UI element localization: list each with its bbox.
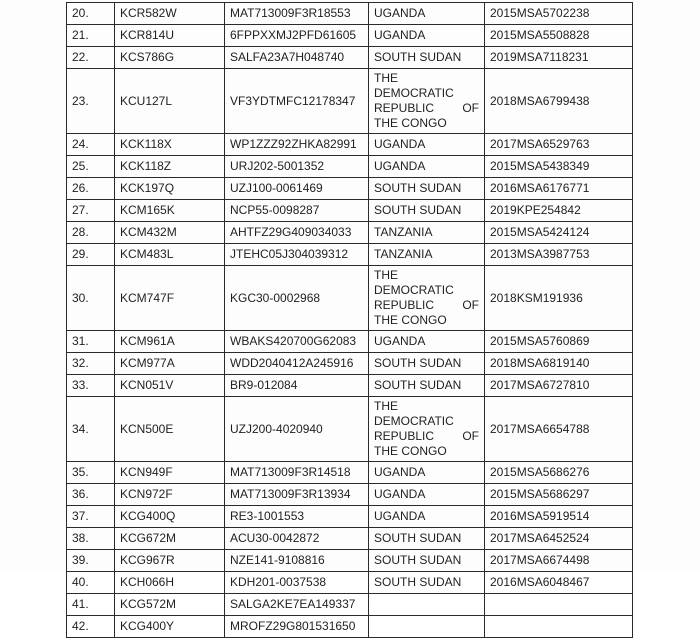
row-number-cell: 24. bbox=[67, 134, 115, 156]
chassis-number-cell: KDH201-0037538 bbox=[225, 572, 369, 594]
destination-country-cell: THE DEMOCRATIC REPUBLIC OF THE CONGO bbox=[369, 69, 485, 134]
chassis-number-cell: AHTFZ29G409034033 bbox=[225, 222, 369, 244]
table-row bbox=[67, 462, 633, 484]
destination-country-cell: UGANDA bbox=[369, 3, 485, 25]
certificate-number-cell: 2015MSA5424124 bbox=[485, 222, 633, 244]
table-row bbox=[67, 616, 633, 638]
destination-country-cell: UGANDA bbox=[369, 331, 485, 353]
chassis-number-cell: 6FPPXXMJ2PFD61605 bbox=[225, 25, 369, 47]
certificate-number-cell bbox=[485, 594, 633, 616]
certificate-number-cell: 2017MSA6674498 bbox=[485, 550, 633, 572]
registration-number-cell: KCR582W bbox=[115, 3, 225, 25]
chassis-number-cell: WBAKS420700G62083 bbox=[225, 331, 369, 353]
table-row bbox=[67, 134, 633, 156]
certificate-number-cell: 2015MSA5760869 bbox=[485, 331, 633, 353]
destination-country-cell: SOUTH SUDAN bbox=[369, 375, 485, 397]
certificate-number-cell: 2015MSA5702238 bbox=[485, 3, 633, 25]
registration-number-cell: KCN051V bbox=[115, 375, 225, 397]
table-row bbox=[67, 266, 633, 331]
table-row bbox=[67, 331, 633, 353]
registration-number-cell: KCU127L bbox=[115, 69, 225, 134]
destination-country-cell: TANZANIA bbox=[369, 244, 485, 266]
table-row bbox=[67, 244, 633, 266]
chassis-number-cell: UZJ200-4020940 bbox=[225, 397, 369, 462]
destination-country-cell bbox=[369, 594, 485, 616]
table-row bbox=[67, 200, 633, 222]
registration-number-cell: KCR814U bbox=[115, 25, 225, 47]
certificate-number-cell: 2019KPE254842 bbox=[485, 200, 633, 222]
registration-number-cell: KCN500E bbox=[115, 397, 225, 462]
registration-number-cell: KCG400Y bbox=[115, 616, 225, 638]
row-number-cell: 41. bbox=[67, 594, 115, 616]
certificate-number-cell bbox=[485, 616, 633, 638]
row-number-cell: 27. bbox=[67, 200, 115, 222]
row-number-cell: 32. bbox=[67, 353, 115, 375]
registration-number-cell: KCM961A bbox=[115, 331, 225, 353]
registration-number-cell: KCK118X bbox=[115, 134, 225, 156]
certificate-number-cell: 2019MSA7118231 bbox=[485, 47, 633, 69]
table-row bbox=[67, 156, 633, 178]
certificate-number-cell: 2017MSA6727810 bbox=[485, 375, 633, 397]
certificate-number-cell: 2018MSA6819140 bbox=[485, 353, 633, 375]
row-number-cell: 30. bbox=[67, 266, 115, 331]
row-number-cell: 39. bbox=[67, 550, 115, 572]
destination-country-cell bbox=[369, 616, 485, 638]
chassis-number-cell: BR9-012084 bbox=[225, 375, 369, 397]
registration-number-cell: KCM747F bbox=[115, 266, 225, 331]
registration-number-cell: KCG400Q bbox=[115, 506, 225, 528]
row-number-cell: 40. bbox=[67, 572, 115, 594]
chassis-number-cell: JTEHC05J304039312 bbox=[225, 244, 369, 266]
chassis-number-cell: MROFZ29G801531650 bbox=[225, 616, 369, 638]
destination-country-cell: SOUTH SUDAN bbox=[369, 528, 485, 550]
destination-country-cell: THE DEMOCRATIC REPUBLIC OF THE CONGO bbox=[369, 397, 485, 462]
certificate-number-cell: 2017MSA6529763 bbox=[485, 134, 633, 156]
certificate-number-cell: 2015MSA5438349 bbox=[485, 156, 633, 178]
table-row bbox=[67, 594, 633, 616]
registration-number-cell: KCM165K bbox=[115, 200, 225, 222]
certificate-number-cell: 2015MSA5508828 bbox=[485, 25, 633, 47]
table-row bbox=[67, 25, 633, 47]
table-row bbox=[67, 506, 633, 528]
chassis-number-cell: WDD2040412A245916 bbox=[225, 353, 369, 375]
table-row bbox=[67, 3, 633, 25]
table-row bbox=[67, 528, 633, 550]
table-row bbox=[67, 375, 633, 397]
chassis-number-cell: NZE141-9108816 bbox=[225, 550, 369, 572]
row-number-cell: 38. bbox=[67, 528, 115, 550]
registration-number-cell: KCG967R bbox=[115, 550, 225, 572]
table-row bbox=[67, 353, 633, 375]
destination-country-cell: SOUTH SUDAN bbox=[369, 178, 485, 200]
certificate-number-cell: 2015MSA5686297 bbox=[485, 484, 633, 506]
chassis-number-cell: MAT713009F3R18553 bbox=[225, 3, 369, 25]
destination-country-cell: THE DEMOCRATIC REPUBLIC OF THE CONGO bbox=[369, 266, 485, 331]
row-number-cell: 34. bbox=[67, 397, 115, 462]
table-row bbox=[67, 222, 633, 244]
chassis-number-cell: MAT713009F3R13934 bbox=[225, 484, 369, 506]
vehicle-register-table bbox=[66, 2, 633, 638]
row-number-cell: 23. bbox=[67, 69, 115, 134]
chassis-number-cell: SALGA2KE7EA149337 bbox=[225, 594, 369, 616]
registration-number-cell: KCG672M bbox=[115, 528, 225, 550]
row-number-cell: 35. bbox=[67, 462, 115, 484]
registration-number-cell: KCN949F bbox=[115, 462, 225, 484]
destination-country-cell: SOUTH SUDAN bbox=[369, 47, 485, 69]
row-number-cell: 20. bbox=[67, 3, 115, 25]
registration-number-cell: KCK118Z bbox=[115, 156, 225, 178]
table-row bbox=[67, 47, 633, 69]
certificate-number-cell: 2015MSA5686276 bbox=[485, 462, 633, 484]
row-number-cell: 42. bbox=[67, 616, 115, 638]
registration-number-cell: KCM483L bbox=[115, 244, 225, 266]
row-number-cell: 36. bbox=[67, 484, 115, 506]
destination-country-cell: UGANDA bbox=[369, 506, 485, 528]
row-number-cell: 26. bbox=[67, 178, 115, 200]
row-number-cell: 22. bbox=[67, 47, 115, 69]
registration-number-cell: KCM977A bbox=[115, 353, 225, 375]
certificate-number-cell: 2016MSA6048467 bbox=[485, 572, 633, 594]
destination-country-cell: SOUTH SUDAN bbox=[369, 353, 485, 375]
certificate-number-cell: 2016MSA6176771 bbox=[485, 178, 633, 200]
row-number-cell: 28. bbox=[67, 222, 115, 244]
registration-number-cell: KCN972F bbox=[115, 484, 225, 506]
certificate-number-cell: 2017MSA6452524 bbox=[485, 528, 633, 550]
chassis-number-cell: KGC30-0002968 bbox=[225, 266, 369, 331]
certificate-number-cell: 2018MSA6799438 bbox=[485, 69, 633, 134]
destination-country-cell: UGANDA bbox=[369, 156, 485, 178]
table-row bbox=[67, 550, 633, 572]
chassis-number-cell: UZJ100-0061469 bbox=[225, 178, 369, 200]
registration-number-cell: KCK197Q bbox=[115, 178, 225, 200]
registration-number-cell: KCH066H bbox=[115, 572, 225, 594]
certificate-number-cell: 2018KSM191936 bbox=[485, 266, 633, 331]
destination-country-cell: UGANDA bbox=[369, 462, 485, 484]
row-number-cell: 21. bbox=[67, 25, 115, 47]
destination-country-cell: SOUTH SUDAN bbox=[369, 550, 485, 572]
chassis-number-cell: URJ202-5001352 bbox=[225, 156, 369, 178]
table-body bbox=[67, 3, 633, 638]
row-number-cell: 37. bbox=[67, 506, 115, 528]
chassis-number-cell: NCP55-0098287 bbox=[225, 200, 369, 222]
row-number-cell: 31. bbox=[67, 331, 115, 353]
table-row bbox=[67, 69, 633, 134]
table-row bbox=[67, 484, 633, 506]
destination-country-cell: UGANDA bbox=[369, 134, 485, 156]
chassis-number-cell: VF3YDTMFC12178347 bbox=[225, 69, 369, 134]
chassis-number-cell: RE3-1001553 bbox=[225, 506, 369, 528]
row-number-cell: 33. bbox=[67, 375, 115, 397]
chassis-number-cell: ACU30-0042872 bbox=[225, 528, 369, 550]
destination-country-cell: TANZANIA bbox=[369, 222, 485, 244]
chassis-number-cell: SALFA23A7H048740 bbox=[225, 47, 369, 69]
certificate-number-cell: 2013MSA3987753 bbox=[485, 244, 633, 266]
registration-number-cell: KCG572M bbox=[115, 594, 225, 616]
row-number-cell: 29. bbox=[67, 244, 115, 266]
chassis-number-cell: MAT713009F3R14518 bbox=[225, 462, 369, 484]
table-row bbox=[67, 178, 633, 200]
chassis-number-cell: WP1ZZZ92ZHKA82991 bbox=[225, 134, 369, 156]
table-row bbox=[67, 572, 633, 594]
registration-number-cell: KCS786G bbox=[115, 47, 225, 69]
certificate-number-cell: 2016MSA5919514 bbox=[485, 506, 633, 528]
registration-number-cell: KCM432M bbox=[115, 222, 225, 244]
table-row bbox=[67, 397, 633, 462]
row-number-cell: 25. bbox=[67, 156, 115, 178]
destination-country-cell: UGANDA bbox=[369, 25, 485, 47]
destination-country-cell: SOUTH SUDAN bbox=[369, 200, 485, 222]
certificate-number-cell: 2017MSA6654788 bbox=[485, 397, 633, 462]
destination-country-cell: SOUTH SUDAN bbox=[369, 572, 485, 594]
destination-country-cell: UGANDA bbox=[369, 484, 485, 506]
